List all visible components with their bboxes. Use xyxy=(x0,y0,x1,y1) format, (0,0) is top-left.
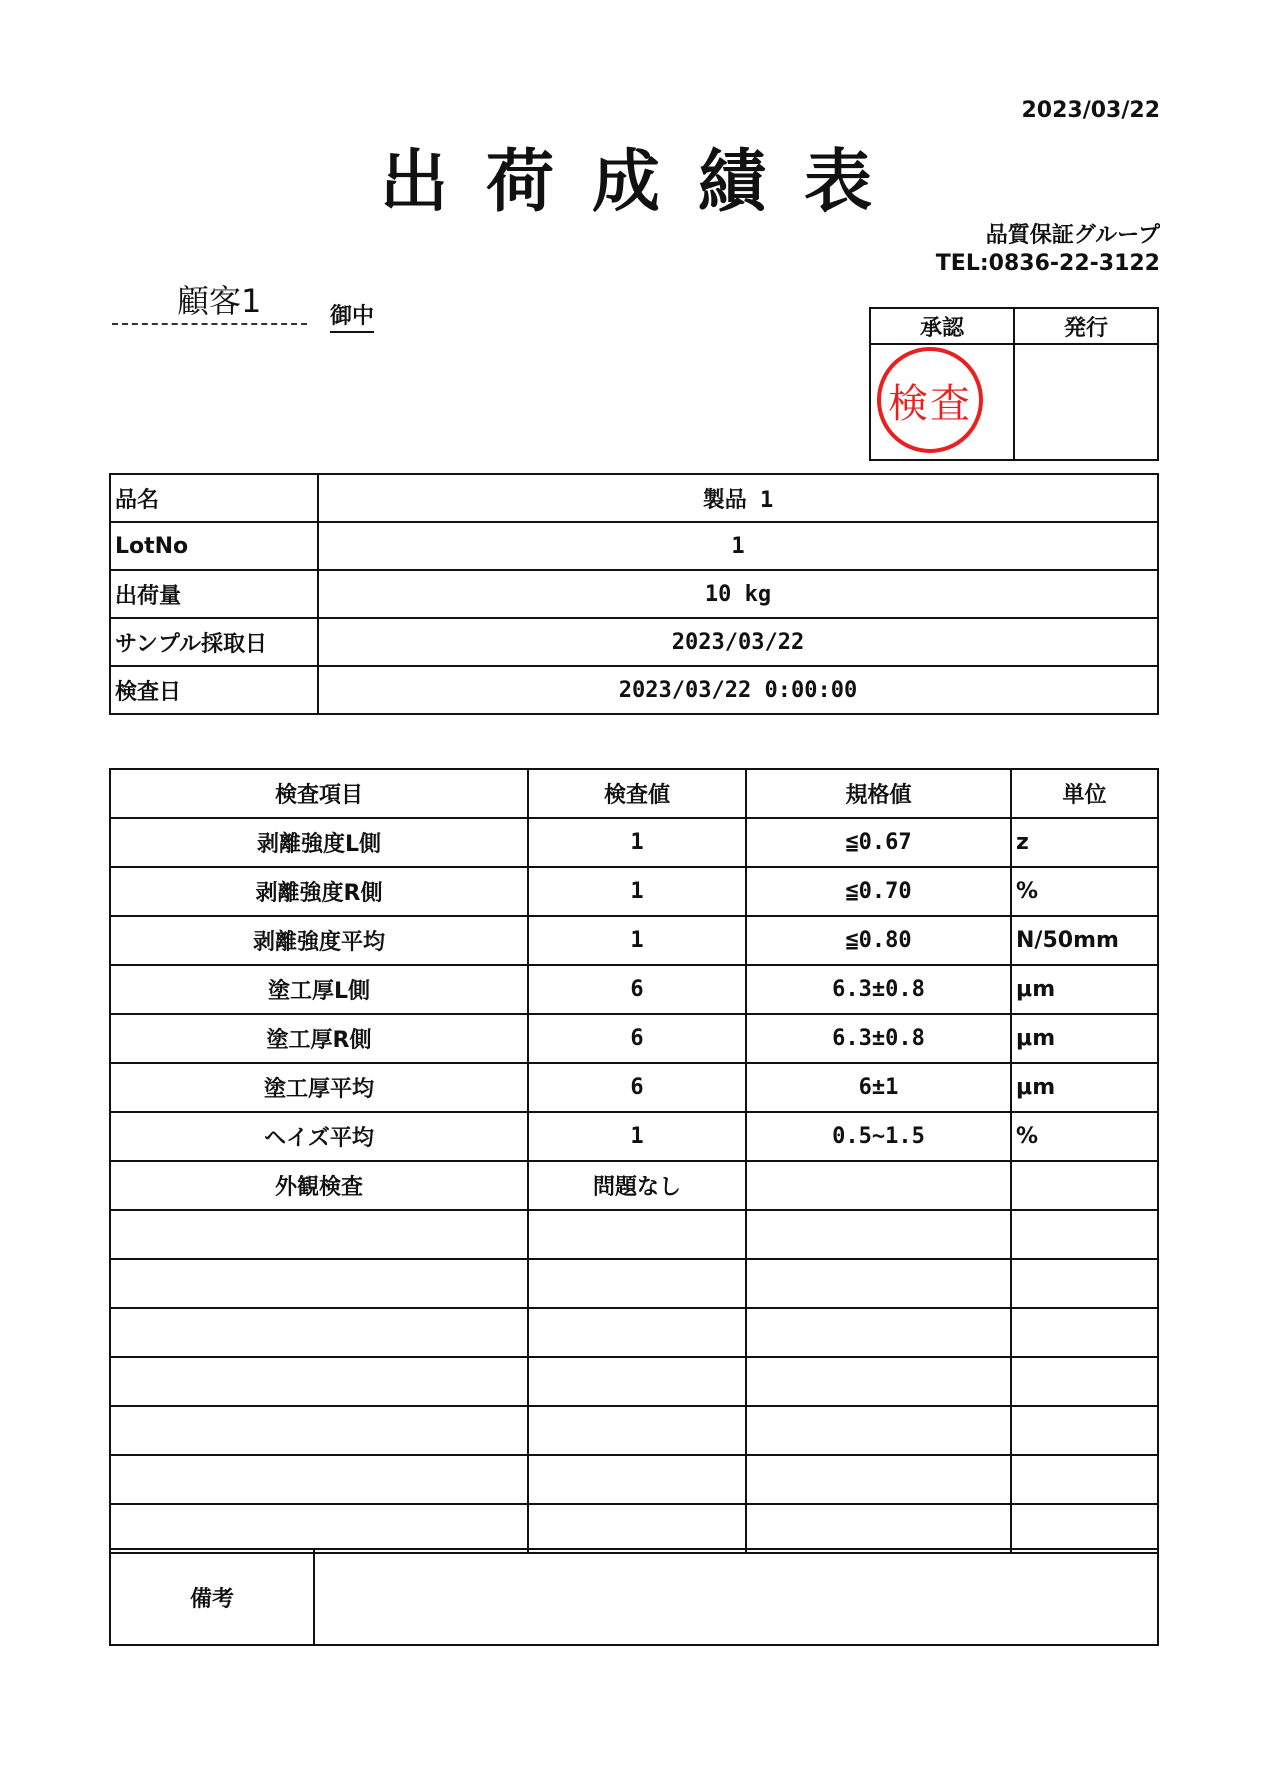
result-item: ヘイズ平均 xyxy=(110,1112,528,1161)
info-label: 品名 xyxy=(110,474,318,522)
result-unit xyxy=(1011,1406,1158,1455)
result-value: 問題なし xyxy=(528,1161,746,1210)
table-row xyxy=(110,965,1158,1014)
document-title: 出荷成績表 xyxy=(380,143,911,222)
customer-underline xyxy=(112,323,307,325)
product-info-table xyxy=(109,473,1159,715)
info-row xyxy=(110,570,1158,618)
inspection-stamp: 検査 xyxy=(877,347,983,453)
info-value: 2023/03/22 xyxy=(318,618,1158,666)
result-item: 外観検査 xyxy=(110,1161,528,1210)
result-value: 6 xyxy=(528,1063,746,1112)
result-spec xyxy=(746,1210,1011,1259)
info-row xyxy=(110,666,1158,714)
result-spec: 6.3±0.8 xyxy=(746,965,1011,1014)
table-row xyxy=(110,818,1158,867)
remarks-value xyxy=(314,1549,1158,1645)
table-row xyxy=(110,1357,1158,1406)
result-item xyxy=(110,1455,528,1504)
result-spec xyxy=(746,1357,1011,1406)
table-row xyxy=(110,1504,1158,1553)
info-label: 検査日 xyxy=(110,666,318,714)
info-value: 1 xyxy=(318,522,1158,570)
table-row xyxy=(110,1308,1158,1357)
approval-cell-issue xyxy=(1014,344,1158,460)
result-value xyxy=(528,1504,746,1553)
approval-cell-approve xyxy=(870,344,1014,460)
customer-name: 顧客1 xyxy=(177,282,262,320)
info-row xyxy=(110,618,1158,666)
issuer-block xyxy=(900,222,1160,278)
inspection-results-table xyxy=(109,768,1159,1554)
result-spec xyxy=(746,1161,1011,1210)
result-value xyxy=(528,1210,746,1259)
info-label: LotNo xyxy=(110,522,318,570)
approval-header-issue: 発行 xyxy=(1014,308,1158,344)
table-row xyxy=(110,1406,1158,1455)
table-row xyxy=(110,1259,1158,1308)
result-value: 6 xyxy=(528,1014,746,1063)
result-item: 剥離強度L側 xyxy=(110,818,528,867)
result-unit xyxy=(1011,1455,1158,1504)
result-unit xyxy=(1011,1259,1158,1308)
result-spec xyxy=(746,1308,1011,1357)
result-spec xyxy=(746,1455,1011,1504)
result-item xyxy=(110,1210,528,1259)
info-value: 製品 1 xyxy=(318,474,1158,522)
result-value xyxy=(528,1357,746,1406)
result-unit: % xyxy=(1011,867,1158,916)
result-spec: ≦0.80 xyxy=(746,916,1011,965)
result-item: 塗工厚R側 xyxy=(110,1014,528,1063)
info-value: 10 kg xyxy=(318,570,1158,618)
table-row xyxy=(110,867,1158,916)
table-row xyxy=(110,916,1158,965)
result-unit xyxy=(1011,1308,1158,1357)
result-value: 6 xyxy=(528,965,746,1014)
result-unit: % xyxy=(1011,1112,1158,1161)
result-item xyxy=(110,1259,528,1308)
result-value xyxy=(528,1259,746,1308)
result-item xyxy=(110,1308,528,1357)
result-unit xyxy=(1011,1210,1158,1259)
table-row xyxy=(110,1161,1158,1210)
result-spec: ≦0.67 xyxy=(746,818,1011,867)
result-value xyxy=(528,1308,746,1357)
table-row xyxy=(110,1112,1158,1161)
result-unit: N/50mm xyxy=(1011,916,1158,965)
header-unit: 単位 xyxy=(1011,769,1158,818)
result-spec xyxy=(746,1406,1011,1455)
header-inspection-item: 検査項目 xyxy=(110,769,528,818)
result-unit: μm xyxy=(1011,965,1158,1014)
result-value: 1 xyxy=(528,818,746,867)
result-item xyxy=(110,1504,528,1553)
issuer-telephone: TEL:0836-22-3122 xyxy=(935,251,1160,276)
result-item: 塗工厚平均 xyxy=(110,1063,528,1112)
result-spec: 0.5~1.5 xyxy=(746,1112,1011,1161)
table-row xyxy=(110,1014,1158,1063)
result-item: 塗工厚L側 xyxy=(110,965,528,1014)
result-unit: μm xyxy=(1011,1063,1158,1112)
table-row xyxy=(110,1063,1158,1112)
table-row xyxy=(110,1210,1158,1259)
approval-header-approve: 承認 xyxy=(870,308,1014,344)
result-item: 剥離強度平均 xyxy=(110,916,528,965)
results-header-row xyxy=(110,769,1158,818)
info-label: 出荷量 xyxy=(110,570,318,618)
result-unit xyxy=(1011,1504,1158,1553)
result-spec xyxy=(746,1504,1011,1553)
result-spec xyxy=(746,1259,1011,1308)
result-item xyxy=(110,1406,528,1455)
result-unit: z xyxy=(1011,818,1158,867)
result-value: 1 xyxy=(528,1112,746,1161)
remarks-table xyxy=(109,1548,1159,1646)
result-spec: 6.3±0.8 xyxy=(746,1014,1011,1063)
issuer-department: 品質保証グループ xyxy=(985,223,1160,248)
result-unit: μm xyxy=(1011,1014,1158,1063)
info-value: 2023/03/22 0:00:00 xyxy=(318,666,1158,714)
header-inspection-value: 検査値 xyxy=(528,769,746,818)
result-spec: ≦0.70 xyxy=(746,867,1011,916)
approval-box xyxy=(869,307,1159,461)
result-item: 剥離強度R側 xyxy=(110,867,528,916)
result-value xyxy=(528,1455,746,1504)
issue-date: 2023/03/22 xyxy=(1021,98,1160,123)
result-item xyxy=(110,1357,528,1406)
customer-honorific: 御中 xyxy=(330,299,374,333)
info-row xyxy=(110,474,1158,522)
result-value xyxy=(528,1406,746,1455)
remarks-label: 備考 xyxy=(110,1549,314,1645)
table-row xyxy=(110,1455,1158,1504)
result-unit xyxy=(1011,1161,1158,1210)
info-label: サンプル採取日 xyxy=(110,618,318,666)
result-unit xyxy=(1011,1357,1158,1406)
result-value: 1 xyxy=(528,867,746,916)
info-row xyxy=(110,522,1158,570)
result-value: 1 xyxy=(528,916,746,965)
result-spec: 6±1 xyxy=(746,1063,1011,1112)
header-spec-value: 規格値 xyxy=(746,769,1011,818)
